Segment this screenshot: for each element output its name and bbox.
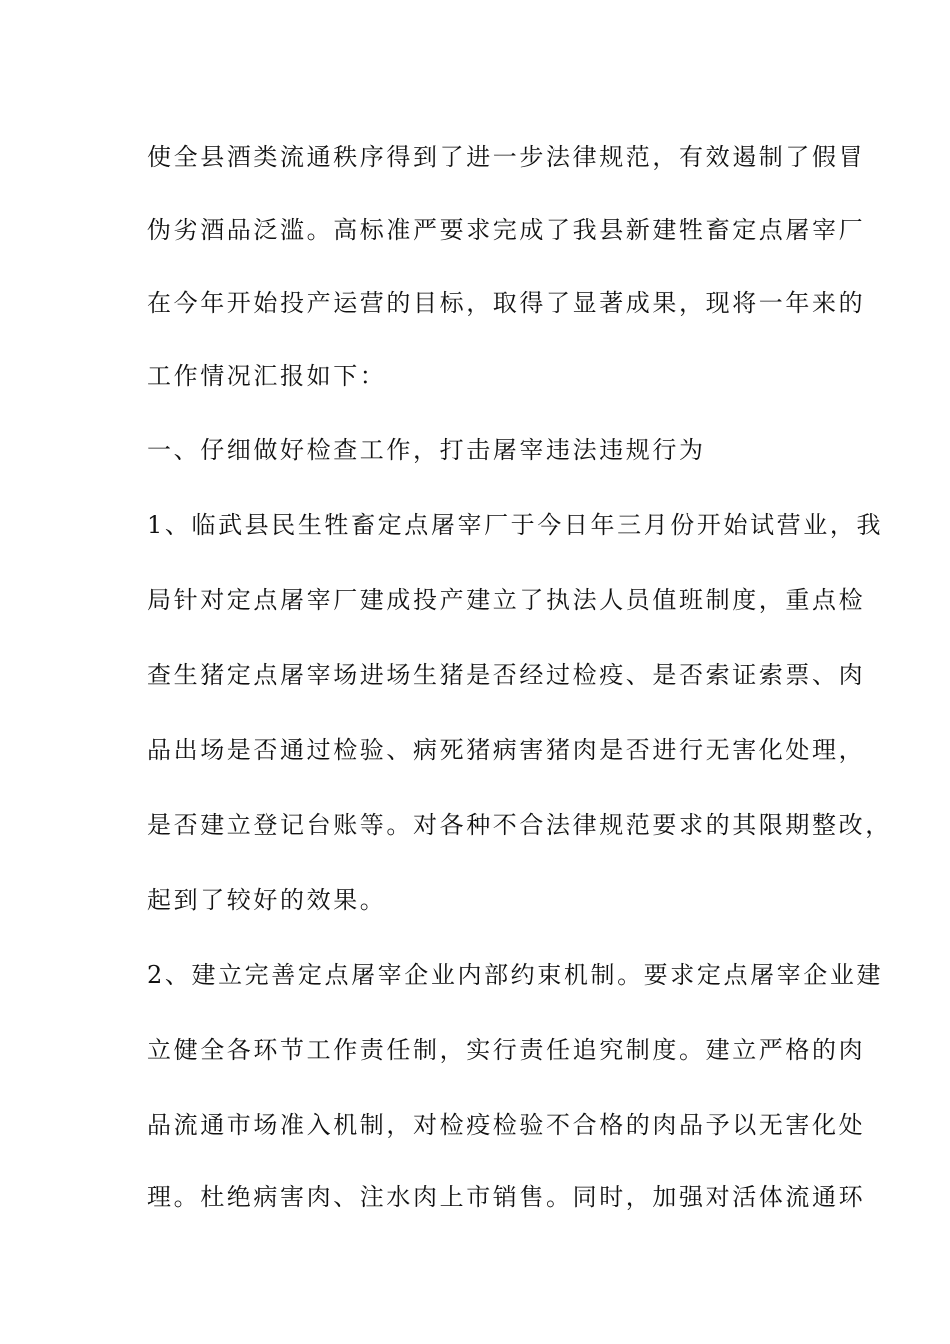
text-line: 理。杜绝病害肉、注水肉上市销售。同时，加强对活体流通环 (147, 1183, 866, 1211)
text-line: 品流通市场准入机制，对检疫检验不合格的肉品予以无害化处 (147, 1111, 866, 1139)
text-line: 查生猪定点屠宰场进场生猪是否经过检疫、是否索证索票、肉 (147, 661, 866, 689)
text-line: 立健全各环节工作责任制，实行责任追究制度。建立严格的肉 (147, 1036, 866, 1064)
text-line: 1、临武县民生牲畜定点屠宰厂于今日年三月份开始试营业，我 (147, 511, 884, 539)
text-line: 起到了较好的效果。 (147, 886, 387, 914)
section-heading: 一、仔细做好检查工作，打击屠宰违法违规行为 (147, 436, 706, 464)
text-line: 品出场是否通过检验、病死猪病害猪肉是否进行无害化处理， (147, 736, 866, 764)
text-line: 使全县酒类流通秩序得到了进一步法律规范，有效遏制了假冒 (147, 143, 866, 171)
text-line: 伪劣酒品泛滥。高标准严要求完成了我县新建牲畜定点屠宰厂 (147, 216, 866, 244)
text-line: 工作情况汇报如下： (147, 362, 387, 390)
text-line: 是否建立登记台账等。对各种不合法律规范要求的其限期整改， (147, 811, 892, 839)
text-line: 局针对定点屠宰厂建成投产建立了执法人员值班制度，重点检 (147, 586, 866, 614)
text-line: 2、建立完善定点屠宰企业内部约束机制。要求定点屠宰企业建 (147, 961, 884, 989)
text-line: 在今年开始投产运营的目标，取得了显著成果，现将一年来的 (147, 289, 866, 317)
